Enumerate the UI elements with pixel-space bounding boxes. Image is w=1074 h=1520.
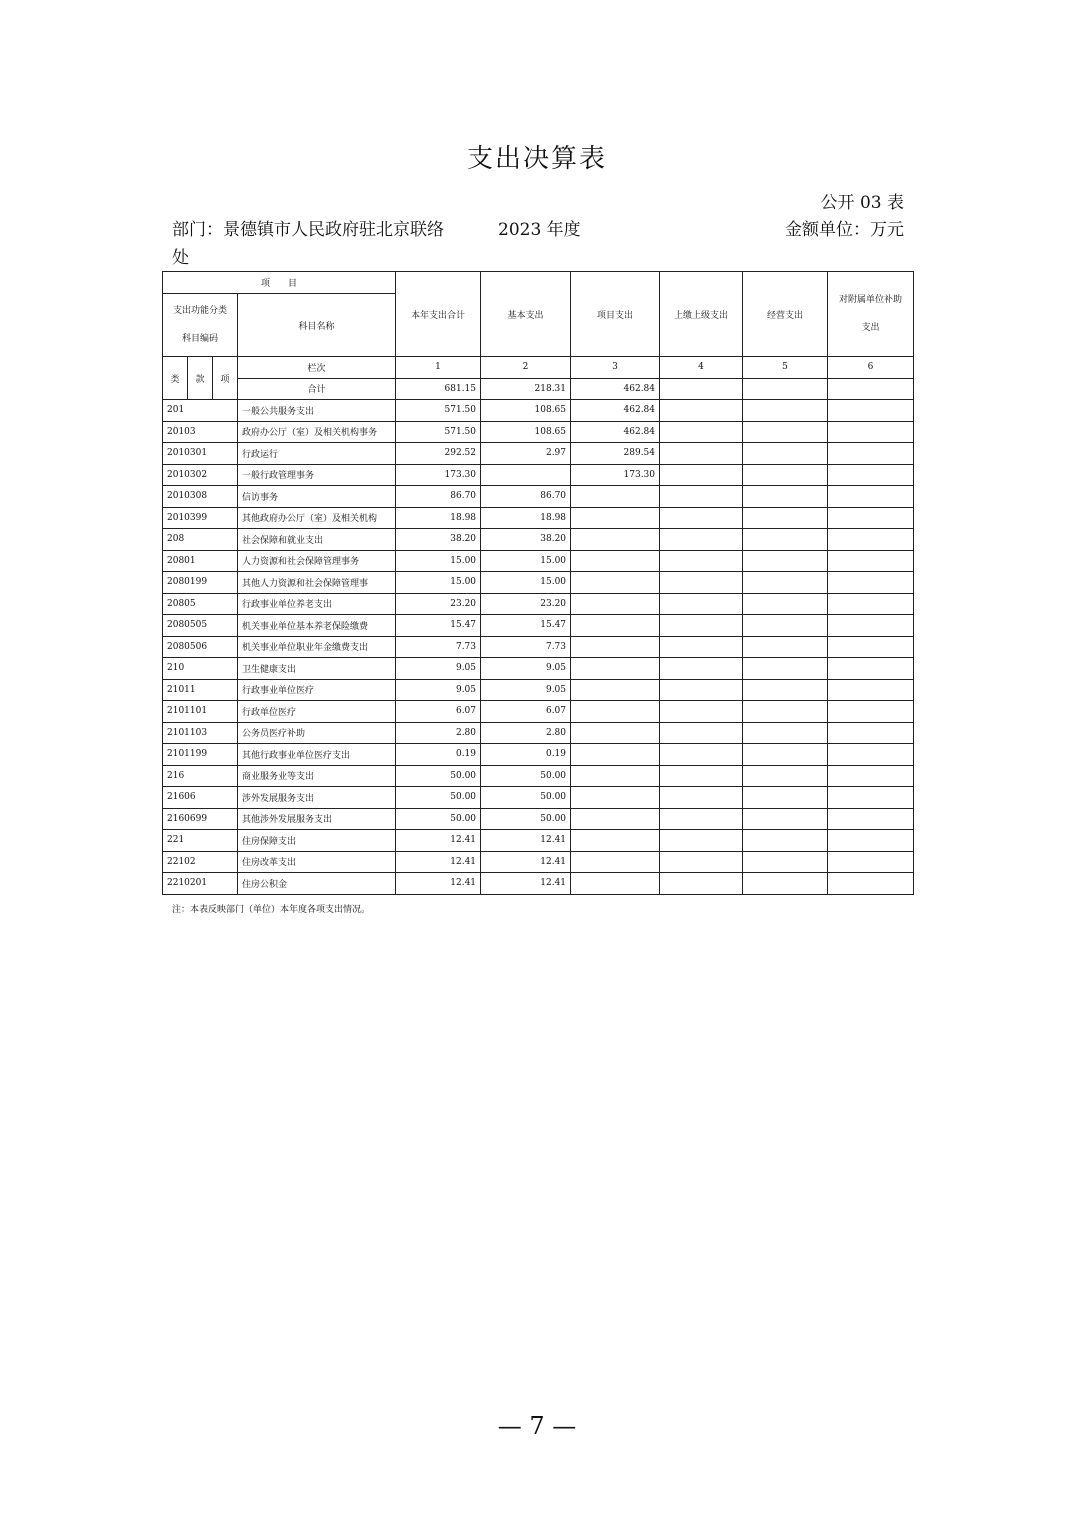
row-v5 xyxy=(743,550,828,572)
col-num-1: 1 xyxy=(396,357,481,379)
row-v5 xyxy=(743,400,828,422)
table-code: 公开 03 表 xyxy=(820,193,904,213)
row-v6 xyxy=(828,787,914,809)
row-v5 xyxy=(743,529,828,551)
table-row xyxy=(163,529,914,551)
row-v3 xyxy=(571,636,660,658)
row-v4 xyxy=(660,744,743,766)
row-v5 xyxy=(743,830,828,852)
row-v4 xyxy=(660,679,743,701)
unit-label: 金额单位：万元 xyxy=(785,220,904,240)
row-v1: 15.00 xyxy=(396,550,481,572)
row-v4 xyxy=(660,808,743,830)
xiang-header: 项 xyxy=(213,357,238,400)
row-v3 xyxy=(571,722,660,744)
row-v2: 23.20 xyxy=(481,593,571,615)
row-v1: 18.98 xyxy=(396,507,481,529)
total-v1: 681.15 xyxy=(396,378,481,400)
row-v2: 9.05 xyxy=(481,679,571,701)
row-name: 住房改革支出 xyxy=(238,851,396,873)
row-code: 21011 xyxy=(163,679,238,701)
row-v5 xyxy=(743,486,828,508)
row-v5 xyxy=(743,658,828,680)
row-v4 xyxy=(660,486,743,508)
row-name: 行政单位医疗 xyxy=(238,701,396,723)
row-v4 xyxy=(660,830,743,852)
row-v1: 0.19 xyxy=(396,744,481,766)
row-v2: 38.20 xyxy=(481,529,571,551)
row-v1: 38.20 xyxy=(396,529,481,551)
subject-name-header: 科目名称 xyxy=(238,294,396,357)
row-v1: 12.41 xyxy=(396,851,481,873)
row-v1: 15.00 xyxy=(396,572,481,594)
row-v4 xyxy=(660,873,743,895)
row-v1: 571.50 xyxy=(396,400,481,422)
table-row xyxy=(163,873,914,895)
row-name: 社会保障和就业支出 xyxy=(238,529,396,551)
total-v4 xyxy=(660,378,743,400)
row-v2: 15.47 xyxy=(481,615,571,637)
row-v5 xyxy=(743,443,828,465)
row-v4 xyxy=(660,658,743,680)
row-v3 xyxy=(571,744,660,766)
row-v6 xyxy=(828,765,914,787)
table-note: 注：本表反映部门（单位）本年度各项支出情况。 xyxy=(172,905,371,915)
row-code: 20103 xyxy=(163,421,238,443)
row-code: 22102 xyxy=(163,851,238,873)
table-row xyxy=(163,486,914,508)
row-v1: 50.00 xyxy=(396,787,481,809)
row-v6 xyxy=(828,400,914,422)
row-name: 住房公积金 xyxy=(238,873,396,895)
col-header-5: 经营支出 xyxy=(743,272,828,357)
row-name: 机关事业单位职业年金缴费支出 xyxy=(238,636,396,658)
row-v5 xyxy=(743,722,828,744)
row-code: 20801 xyxy=(163,550,238,572)
row-v6 xyxy=(828,550,914,572)
row-name: 信访事务 xyxy=(238,486,396,508)
row-code: 2210201 xyxy=(163,873,238,895)
row-v3 xyxy=(571,507,660,529)
row-name: 其他行政事业单位医疗支出 xyxy=(238,744,396,766)
row-v3 xyxy=(571,572,660,594)
table-row xyxy=(163,421,914,443)
row-v5 xyxy=(743,851,828,873)
row-v6 xyxy=(828,443,914,465)
row-code: 2010302 xyxy=(163,464,238,486)
row-code: 2080506 xyxy=(163,636,238,658)
col-num-5: 5 xyxy=(743,357,828,379)
row-code: 216 xyxy=(163,765,238,787)
row-code: 2101103 xyxy=(163,722,238,744)
row-v1: 173.30 xyxy=(396,464,481,486)
col-header-1: 本年支出合计 xyxy=(396,272,481,357)
row-v4 xyxy=(660,615,743,637)
row-name: 公务员医疗补助 xyxy=(238,722,396,744)
table-row xyxy=(163,830,914,852)
page-title: 支出决算表 xyxy=(466,144,607,174)
class-code-line2: 科目编码 xyxy=(181,334,218,344)
table-row xyxy=(163,808,914,830)
header-row-1 xyxy=(163,272,914,294)
row-v4 xyxy=(660,572,743,594)
row-name: 其他涉外发展服务支出 xyxy=(238,808,396,830)
row-v3 xyxy=(571,787,660,809)
row-v6 xyxy=(828,421,914,443)
col-header-4: 上缴上级支出 xyxy=(660,272,743,357)
total-label: 合计 xyxy=(238,378,396,400)
row-v3 xyxy=(571,830,660,852)
table-row xyxy=(163,615,914,637)
row-v2: 50.00 xyxy=(481,787,571,809)
row-code: 2101101 xyxy=(163,701,238,723)
row-v6 xyxy=(828,830,914,852)
row-v5 xyxy=(743,873,828,895)
table-row xyxy=(163,722,914,744)
row-v6 xyxy=(828,529,914,551)
row-v4 xyxy=(660,464,743,486)
row-v1: 23.20 xyxy=(396,593,481,615)
table-row xyxy=(163,744,914,766)
row-v3 xyxy=(571,873,660,895)
row-v5 xyxy=(743,808,828,830)
table-row xyxy=(163,679,914,701)
row-v6 xyxy=(828,744,914,766)
row-v3 xyxy=(571,808,660,830)
row-v5 xyxy=(743,679,828,701)
table-row xyxy=(163,507,914,529)
row-v1: 12.41 xyxy=(396,873,481,895)
col-num-3: 3 xyxy=(571,357,660,379)
col-header-6: 对附属单位补助支出 xyxy=(828,272,914,357)
row-v3 xyxy=(571,486,660,508)
row-v4 xyxy=(660,787,743,809)
row-v4 xyxy=(660,400,743,422)
row-code: 210 xyxy=(163,658,238,680)
row-v5 xyxy=(743,636,828,658)
row-v2: 86.70 xyxy=(481,486,571,508)
row-v4 xyxy=(660,529,743,551)
row-v3 xyxy=(571,765,660,787)
table-row xyxy=(163,550,914,572)
row-v1: 292.52 xyxy=(396,443,481,465)
row-v1: 2.80 xyxy=(396,722,481,744)
class-code-header xyxy=(163,294,238,357)
row-v5 xyxy=(743,765,828,787)
row-v2: 50.00 xyxy=(481,765,571,787)
row-code: 21606 xyxy=(163,787,238,809)
table-row xyxy=(163,572,914,594)
row-v1: 571.50 xyxy=(396,421,481,443)
row-v3: 462.84 xyxy=(571,400,660,422)
row-v5 xyxy=(743,701,828,723)
row-v1: 7.73 xyxy=(396,636,481,658)
row-v3: 289.54 xyxy=(571,443,660,465)
total-row xyxy=(163,378,914,400)
table-row xyxy=(163,851,914,873)
total-v2: 218.31 xyxy=(481,378,571,400)
col-header-3: 项目支出 xyxy=(571,272,660,357)
row-v1: 50.00 xyxy=(396,765,481,787)
row-code: 2010301 xyxy=(163,443,238,465)
row-v5 xyxy=(743,507,828,529)
row-v2 xyxy=(481,464,571,486)
row-v5 xyxy=(743,464,828,486)
row-v1: 9.05 xyxy=(396,679,481,701)
row-v3: 462.84 xyxy=(571,421,660,443)
lanci-row xyxy=(163,357,914,379)
total-v3: 462.84 xyxy=(571,378,660,400)
row-name: 一般行政管理事务 xyxy=(238,464,396,486)
row-v2: 9.05 xyxy=(481,658,571,680)
row-v5 xyxy=(743,615,828,637)
table-row xyxy=(163,765,914,787)
row-v6 xyxy=(828,464,914,486)
row-name: 一般公共服务支出 xyxy=(238,400,396,422)
row-v2: 12.41 xyxy=(481,830,571,852)
row-v3 xyxy=(571,658,660,680)
page-number: — 7 — xyxy=(497,1412,577,1440)
row-code: 2080505 xyxy=(163,615,238,637)
class-code-line1: 支出功能分类 xyxy=(172,306,227,316)
row-name: 卫生健康支出 xyxy=(238,658,396,680)
row-code: 2010308 xyxy=(163,486,238,508)
row-v3 xyxy=(571,550,660,572)
row-v2: 2.80 xyxy=(481,722,571,744)
row-v5 xyxy=(743,593,828,615)
row-v6 xyxy=(828,808,914,830)
row-name: 政府办公厅（室）及相关机构事务 xyxy=(238,421,396,443)
row-v1: 50.00 xyxy=(396,808,481,830)
total-v6 xyxy=(828,378,914,400)
row-v4 xyxy=(660,851,743,873)
table-row xyxy=(163,400,914,422)
table-row xyxy=(163,658,914,680)
row-v5 xyxy=(743,421,828,443)
row-v2: 108.65 xyxy=(481,400,571,422)
row-v3 xyxy=(571,593,660,615)
row-v1: 6.07 xyxy=(396,701,481,723)
row-name: 住房保障支出 xyxy=(238,830,396,852)
row-v4 xyxy=(660,443,743,465)
row-code: 201 xyxy=(163,400,238,422)
row-code: 2160699 xyxy=(163,808,238,830)
row-v1: 86.70 xyxy=(396,486,481,508)
table-row xyxy=(163,443,914,465)
project-header: 项 目 xyxy=(163,272,396,294)
row-v1: 9.05 xyxy=(396,658,481,680)
col-num-2: 2 xyxy=(481,357,571,379)
row-v2: 15.00 xyxy=(481,550,571,572)
row-v2: 7.73 xyxy=(481,636,571,658)
row-v6 xyxy=(828,873,914,895)
row-v2: 12.41 xyxy=(481,873,571,895)
row-v6 xyxy=(828,572,914,594)
row-name: 行政运行 xyxy=(238,443,396,465)
row-v2: 0.19 xyxy=(481,744,571,766)
row-v6 xyxy=(828,679,914,701)
row-v6 xyxy=(828,658,914,680)
row-v4 xyxy=(660,765,743,787)
row-v6 xyxy=(828,722,914,744)
row-v4 xyxy=(660,636,743,658)
row-v4 xyxy=(660,550,743,572)
row-name: 行政事业单位医疗 xyxy=(238,679,396,701)
row-name: 人力资源和社会保障管理事务 xyxy=(238,550,396,572)
row-v4 xyxy=(660,701,743,723)
row-v6 xyxy=(828,593,914,615)
row-v5 xyxy=(743,572,828,594)
row-v2: 2.97 xyxy=(481,443,571,465)
row-name: 机关事业单位基本养老保险缴费 xyxy=(238,615,396,637)
row-v2: 50.00 xyxy=(481,808,571,830)
row-name: 商业服务业等支出 xyxy=(238,765,396,787)
row-v6 xyxy=(828,615,914,637)
row-v1: 15.47 xyxy=(396,615,481,637)
row-v3 xyxy=(571,679,660,701)
row-v5 xyxy=(743,744,828,766)
row-v6 xyxy=(828,486,914,508)
year-label: 2023 年度 xyxy=(498,220,581,240)
row-v2: 18.98 xyxy=(481,507,571,529)
row-v3: 173.30 xyxy=(571,464,660,486)
row-v6 xyxy=(828,636,914,658)
row-v2: 6.07 xyxy=(481,701,571,723)
row-v6 xyxy=(828,701,914,723)
row-v1: 12.41 xyxy=(396,830,481,852)
kuan-header: 款 xyxy=(188,357,213,400)
row-v2: 108.65 xyxy=(481,421,571,443)
row-name: 行政事业单位养老支出 xyxy=(238,593,396,615)
row-v4 xyxy=(660,421,743,443)
row-code: 221 xyxy=(163,830,238,852)
row-code: 2080199 xyxy=(163,572,238,594)
row-v2: 12.41 xyxy=(481,851,571,873)
row-name: 涉外发展服务支出 xyxy=(238,787,396,809)
table-row xyxy=(163,464,914,486)
row-code: 208 xyxy=(163,529,238,551)
table-row xyxy=(163,593,914,615)
row-v2: 15.00 xyxy=(481,572,571,594)
row-code: 2010399 xyxy=(163,507,238,529)
row-v4 xyxy=(660,507,743,529)
row-v3 xyxy=(571,701,660,723)
row-v4 xyxy=(660,722,743,744)
row-code: 20805 xyxy=(163,593,238,615)
row-v3 xyxy=(571,851,660,873)
table-row xyxy=(163,787,914,809)
total-v5 xyxy=(743,378,828,400)
lei-header: 类 xyxy=(163,357,188,400)
row-v5 xyxy=(743,787,828,809)
expenditure-table xyxy=(162,271,914,895)
row-v3 xyxy=(571,615,660,637)
row-name: 其他人力资源和社会保障管理事 xyxy=(238,572,396,594)
table-row xyxy=(163,701,914,723)
row-v6 xyxy=(828,507,914,529)
row-v3 xyxy=(571,529,660,551)
row-v6 xyxy=(828,851,914,873)
row-v4 xyxy=(660,593,743,615)
row-name: 其他政府办公厅（室）及相关机构 xyxy=(238,507,396,529)
lanci-label: 栏次 xyxy=(238,357,396,379)
row-code: 2101199 xyxy=(163,744,238,766)
col-num-4: 4 xyxy=(660,357,743,379)
col-num-6: 6 xyxy=(828,357,914,379)
col-header-2: 基本支出 xyxy=(481,272,571,357)
table-row xyxy=(163,636,914,658)
department-label: 部门：景德镇市人民政府驻北京联络处 xyxy=(172,220,444,268)
